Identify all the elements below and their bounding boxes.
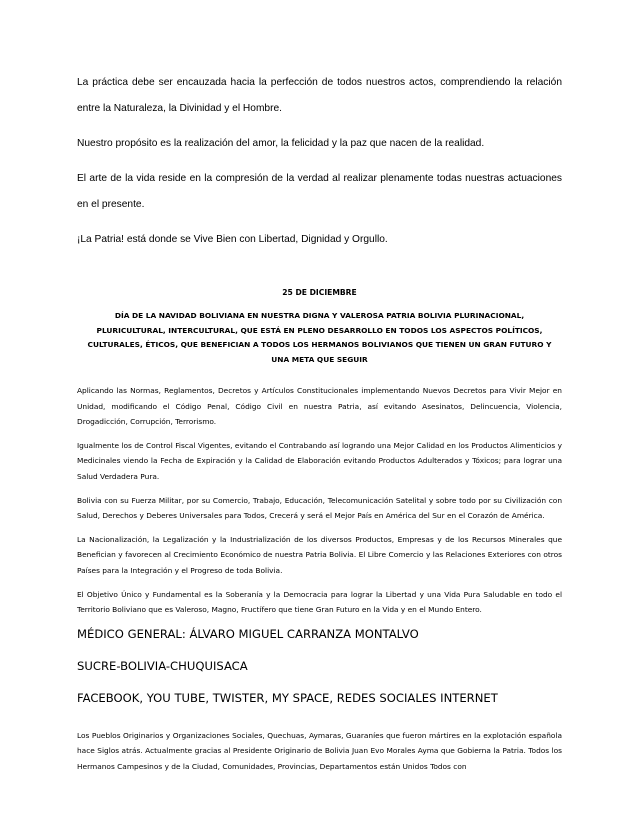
body-paragraph-3: Bolivia con su Fuerza Militar, por su Comercio, Trabajo, Educación, Telecomunicación Satelital y sobre todo por su Civilización con Salud, Derechos y Deberes Universales para Todos, Crecerá y será el Mejor País en América del Sur en el Corazón de América. xyxy=(77,495,562,521)
intro-paragraph-1: La práctica debe ser encauzada hacia la perfección de todos nuestros actos, comprendiendo la relación entre la Naturaleza, la Divinidad y el Hombre. xyxy=(77,77,562,114)
body-paragraph-2: Igualmente los de Control Fiscal Vigentes, evitando el Contrabando así logrando una Mejor Calidad en los Productos Alimenticios y Medicinales viendo la Fecha de Expiración y la Calidad de Elaboración evitando Productos Adulterados y Tóxicos; para lograr una Salud Verdadera Pura. xyxy=(77,440,562,481)
footer-paragraph-1: Los Pueblos Originarios y Organizaciones Sociales, Quechuas, Aymaras, Guaraníes que fueron mártires en la explotación española hace Siglos atrás. Actualmente gracias al Presidente Originario de Bolivia Juan Evo Morales Ayma que Gobierna la Patria. Todos los Hermanos Campesinos y de la Ciudad, Comunidades, Provincias, Departamentos están Unidos Todos con xyxy=(77,730,562,771)
author-heading: MÉDICO GENERAL: ÁLVARO MIGUEL CARRANZA MONTALVO xyxy=(77,626,419,641)
intro-paragraph-4: ¡La Patria! está donde se Vive Bien con Libertad, Dignidad y Orgullo. xyxy=(77,234,388,245)
subtitle-heading: DÍA DE LA NAVIDAD BOLIVIANA EN NUESTRA DIGNA Y VALEROSA PATRIA BOLIVIA PLURINACIONAL, PLURICULTURAL, INTERCULTURAL, QUE ESTÁ EN PLENO DESARROLLO EN TODOS LOS ASPECTOS POLÍTICOS, CULTURALES, ÉTICOS, QUE BENEFICIAN A TODOS LOS HERMANOS BOLIVIANOS QUE TIENEN UN GRAN FUTURO Y UNA META QUE SEGUIR xyxy=(87,311,552,364)
body-paragraph-1: Aplicando las Normas, Reglamentos, Decretos y Artículos Constitucionales implementando Nuevos Decretos para Vivir Mejor en Unidad, modificando el Código Penal, Código Civil en nuestra Patria, así evitando Asesinatos, Delincuencia, Violencia, Drogadicción, Corrupción, Terrorismo. xyxy=(77,386,562,427)
intro-paragraph-3: El arte de la vida reside en la compresión de la verdad al realizar plenamente todas nuestras actuaciones en el presente. xyxy=(77,173,562,210)
body-paragraph-5: El Objetivo Único y Fundamental es la Soberanía y la Democracia para lograr la Libertad y una Vida Pura Saludable en todo el Territorio Boliviano que es Valeroso, Magno, Fructífero que tiene Gran Futuro en la Vida y en el Mundo Entero. xyxy=(77,589,562,615)
networks-heading: FACEBOOK, YOU TUBE, TWISTER, MY SPACE, REDES SOCIALES INTERNET xyxy=(77,690,498,705)
location-heading: SUCRE-BOLIVIA-CHUQUISACA xyxy=(77,658,248,673)
body-section xyxy=(77,383,562,618)
date-heading: 25 DE DICIEMBRE xyxy=(282,288,357,297)
body-paragraph-4: La Nacionalización, la Legalización y la Industrialización de los diversos Productos, Empresas y de los Recursos Minerales que Benefician y favorecen al Crecimiento Económico de nuestra Patria Bolivia. El Libre Comercio y las Relaciones Exteriores con otros Países para la Integración y el Progreso de toda Bolivia. xyxy=(77,534,562,575)
intro-section xyxy=(77,70,562,253)
footer-section xyxy=(77,728,562,775)
author-block xyxy=(77,626,562,706)
intro-paragraph-2: Nuestro propósito es la realización del amor, la felicidad y la paz que nacen de la realidad. xyxy=(77,138,485,149)
